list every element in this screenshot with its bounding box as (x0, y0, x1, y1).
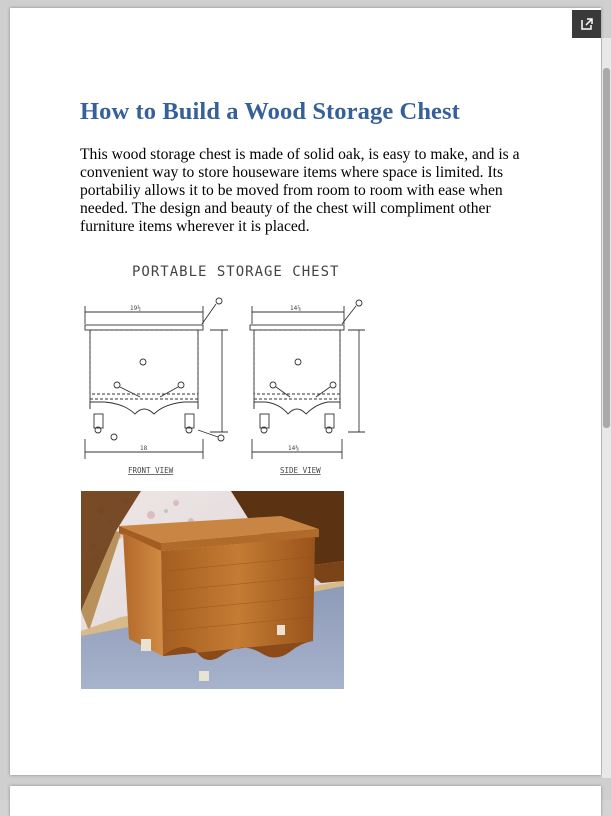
vertical-scrollbar[interactable] (602, 38, 611, 778)
open-in-new-window-icon (580, 17, 594, 31)
popout-button[interactable] (572, 10, 601, 38)
next-page (10, 786, 601, 816)
diagram-title: PORTABLE STORAGE CHEST (132, 264, 340, 280)
chest-photo (81, 491, 344, 689)
intro-paragraph: This wood storage chest is made of solid oak, is easy to make, and is a convenient way to store houseware items where space is limited. Its portabiliy allows it to be moved from room to room with ease when needed. The design and beauty of the chest will compliment other furniture items wherever it is placed. (80, 146, 520, 235)
scrollbar-thumb[interactable] (603, 68, 610, 428)
chest-diagram (80, 254, 370, 484)
front-bottom-dimension: 18 (140, 445, 148, 452)
side-top-dimension: 14⅞ (290, 305, 301, 312)
document-page (10, 8, 601, 775)
side-view-label: SIDE VIEW (280, 466, 321, 475)
side-bottom-dimension: 14⅜ (288, 445, 299, 452)
page-title: How to Build a Wood Storage Chest (80, 98, 460, 125)
front-top-dimension: 19½ (130, 305, 141, 312)
front-view-label: FRONT VIEW (128, 466, 174, 475)
